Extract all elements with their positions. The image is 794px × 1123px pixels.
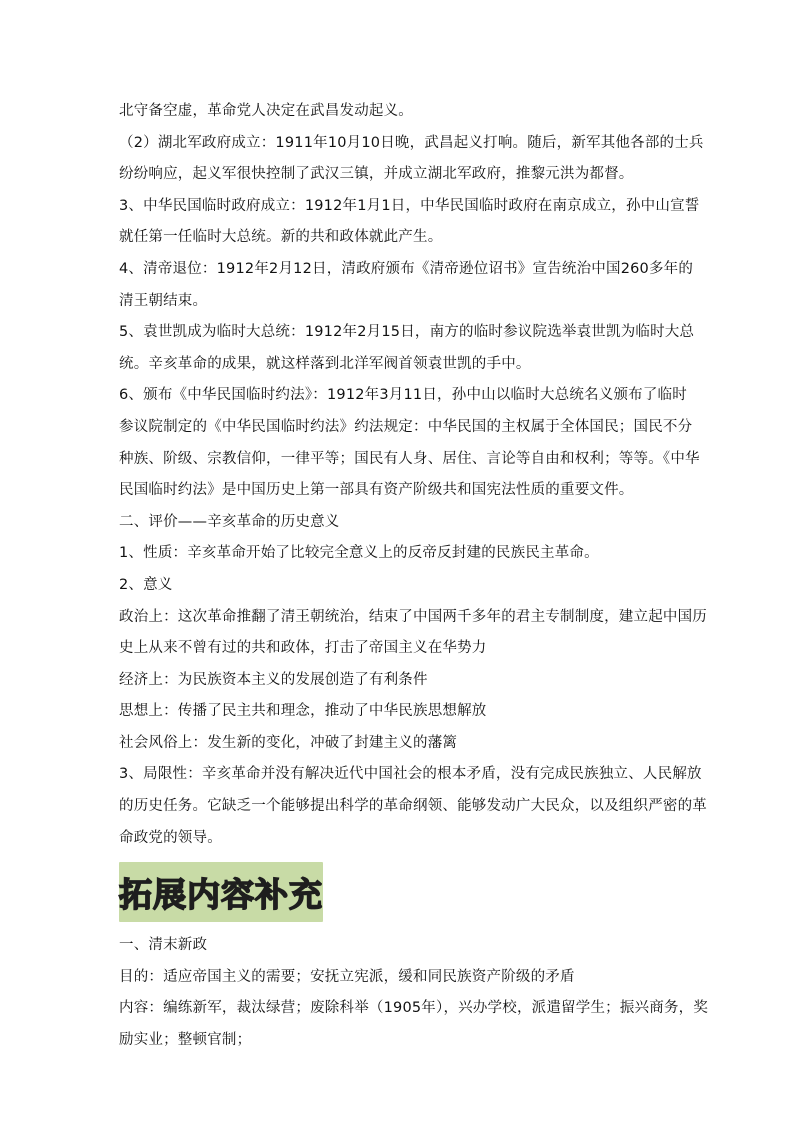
text-line: 6、颁布《中华民国临时约法》：1912年3月11日，孙中山以临时大总统名义颁布了临时 (119, 387, 687, 404)
text-line: 纷纷响应，起义军很快控制了武汉三镇，并成立湖北军政府，推黎元洪为都督。 (119, 166, 634, 183)
document-page (119, 96, 709, 1057)
text-line: （2）湖北军政府成立：1911年10月10日晚，武昌起义打响。随后，新军其他各部的士兵 (119, 134, 704, 151)
section-heading: 一、清末新政 (119, 937, 208, 954)
text-line: 种族、阶级、宗教信仰，一律平等；国民有人身、居住、言论等自由和权利；等等。《中华 (119, 450, 700, 467)
text-line: 经济上：为民族资本主义的发展创造了有利条件 (119, 671, 428, 688)
main-text (119, 96, 707, 854)
extension-text (119, 930, 709, 1056)
text-line: 统。辛亥革命的成果，就这样落到北洋军阀首领袁世凯的手中。 (119, 355, 531, 372)
text-line: 励实业；整顿官制； (119, 1032, 252, 1049)
extension-banner (119, 862, 323, 922)
banner-container (119, 854, 679, 930)
text-line: 内容：编练新军，裁汰绿营；废除科举（1905年），兴办学校，派遣留学生；振兴商务，奖 (119, 1000, 709, 1017)
text-line: 5、袁世凯成为临时大总统：1912年2月15日，南方的临时参议院选举袁世凯为临时大总 (119, 324, 695, 341)
text-line: 社会风俗上：发生新的变化，冲破了封建主义的藩篱 (119, 734, 458, 751)
text-line: 北守备空虚，革命党人决定在武昌发动起义。 (119, 103, 413, 119)
text-line: 政治上：这次革命推翻了清王朝统治，结束了中国两千多年的君主专制制度，建立起中国历 (119, 608, 707, 625)
text-line: 就任第一任临时大总统。新的共和政体就此产生。 (119, 229, 443, 246)
text-line: 民国临时约法》是中国历史上第一部具有资产阶级共和国宪法性质的重要文件。 (119, 482, 634, 499)
text-line: 命政党的领导。 (119, 829, 222, 846)
text-line: 清王朝结束。 (119, 292, 208, 309)
text-line: 思想上：传播了民主共和理念，推动了中华民族思想解放 (119, 703, 487, 720)
text-line: 的历史任务。它缺乏一个能够提出科学的革命纲领、能够发动广大民众，以及组织严密的革 (119, 798, 707, 815)
banner-title: 拓展内容补充 (119, 874, 323, 914)
text-line: 史上从来不曾有过的共和政体，打击了帝国主义在华势力 (119, 640, 487, 657)
text-line: 目的：适应帝国主义的需要；安抚立宪派，缓和同民族资产阶级的矛盾 (119, 968, 575, 985)
text-line: 3、中华民国临时政府成立：1912年1月1日，中华民国临时政府在南京成立，孙中山宣誓 (119, 197, 700, 214)
text-line: 3、局限性：辛亥革命并没有解决近代中国社会的根本矛盾，没有完成民族独立、人民解放 (119, 766, 702, 783)
text-line: 2、意义 (119, 576, 173, 593)
text-line: 4、清帝退位：1912年2月12日，清政府颁布《清帝逊位诏书》宣告统治中国260多年的 (119, 260, 694, 277)
text-line: 参议院制定的《中华民国临时约法》约法规定：中华民国的主权属于全体国民；国民不分 (119, 418, 693, 435)
section-heading: 二、评价——辛亥革命的历史意义 (119, 513, 340, 530)
text-line: 1、性质：辛亥革命开始了比较完全意义上的反帝反封建的民族民主革命。 (119, 545, 599, 562)
